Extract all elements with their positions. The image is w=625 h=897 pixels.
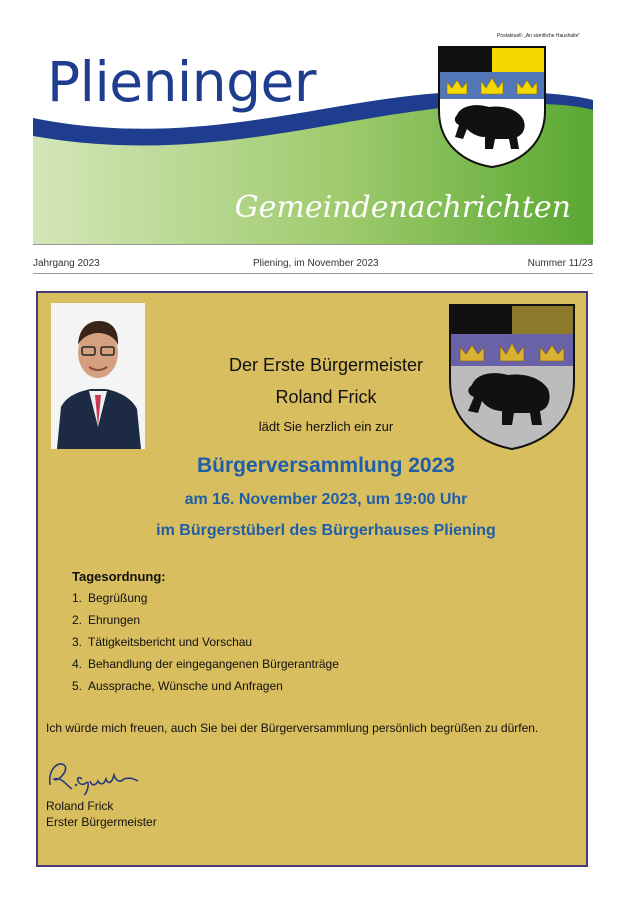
masthead-subtitle: Gemeindenachrichten xyxy=(234,190,571,225)
issue-rule xyxy=(33,273,593,274)
volume-label: Jahrgang 2023 xyxy=(33,258,100,269)
signer-block xyxy=(46,798,157,830)
agenda-item: 1. Begrüßung xyxy=(72,591,148,605)
invitation-line-mayor: Der Erste Bürgermeister xyxy=(228,355,424,375)
issue-info-bar xyxy=(33,256,593,272)
event-datetime: am 16. November 2023, um 19:00 Uhr xyxy=(184,491,468,508)
closing-sentence: Ich würde mich freuen, auch Sie bei der Bürgerversammlung persönlich begrüßen zu dürfen. xyxy=(46,721,539,735)
agenda-item: 5. Aussprache, Wünsche und Anfragen xyxy=(72,679,283,693)
brand-title: Plieninger xyxy=(47,50,316,114)
issue-number-label: Nummer 11/23 xyxy=(527,258,593,269)
agenda-item: 2. Ehrungen xyxy=(72,613,141,627)
invitation-line-name: Roland Frick xyxy=(275,387,377,407)
handwritten-signature-icon xyxy=(44,755,144,802)
invitation-card xyxy=(36,291,588,867)
signer-name: Roland Frick xyxy=(46,799,114,813)
agenda-item: 3. Tätigkeitsbericht und Vorschau xyxy=(72,635,253,649)
agenda-list xyxy=(72,591,339,701)
event-title: Bürgerversammlung 2023 xyxy=(197,454,455,477)
bavarian-bear-crest-icon xyxy=(437,45,547,174)
signer-title: Erster Bürgermeister xyxy=(46,815,157,829)
postal-note: Postaktuell: „An sämtliche Haushalte“ xyxy=(497,33,581,39)
event-location: im Bürgerstüberl des Bürgerhauses Pliening xyxy=(156,522,496,539)
place-date-label: Pliening, im November 2023 xyxy=(253,258,379,269)
agenda-item: 4. Behandlung der eingegangenen Bürgeranträge xyxy=(72,657,339,671)
invitation-line-invite: lädt Sie herzlich ein zur xyxy=(258,419,394,434)
agenda-title: Tagesordnung: xyxy=(72,569,166,584)
header-rule xyxy=(33,244,593,245)
